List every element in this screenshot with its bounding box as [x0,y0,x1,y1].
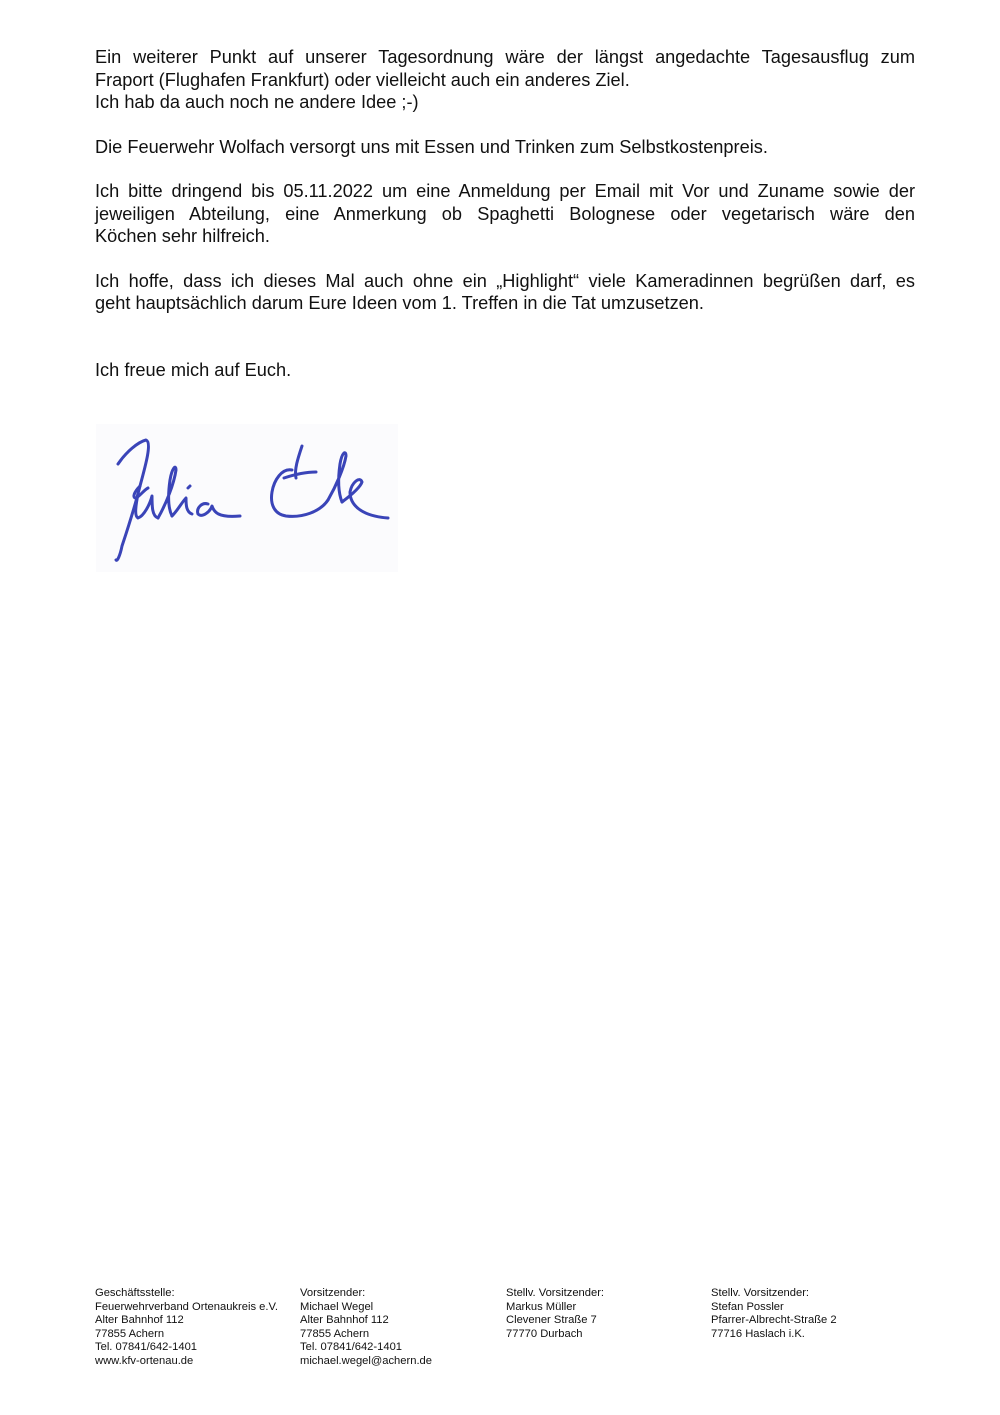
footer-office [95,1287,278,1369]
footer-line: 77855 Achern [95,1327,165,1340]
signature-stroke [172,498,192,516]
footer-line: Pfarrer-Albrecht-Straße 2 [711,1314,837,1327]
footer-line: Feuerwehrverband Ortenaukreis e.V. [95,1300,279,1313]
text-line: Die Feuerwehr Wolfach versorgt uns mit Essen und Trinken zum Selbstkostenpreis. [95,136,768,157]
text-line: Ich bitte dringend bis 05.11.2022 um eine Anmeldung per Email mit Vor und Zuname sowie der [95,181,915,201]
text-line: Ich hoffe, dass ich dieses Mal auch ohne ein „Highlight“ viele Kameradinnen begrüßen darf, es [95,270,915,291]
text-line: Ein weiterer Punkt auf unserer Tagesordnung wäre der längst angedachte Tagesausflug zum [95,47,915,67]
signature-stroke [198,504,240,517]
signature-strokes [116,440,388,560]
footer-heading: Stellv. Vorsitzender: [506,1287,605,1299]
paragraph-hope [95,270,915,315]
signature-stroke [272,470,328,517]
footer-deputy-2 [711,1287,837,1341]
text-line: Fraport (Flughafen Frankfurt) oder vielleicht auch ein anderes Ziel. [95,69,630,90]
footer-line: Markus Müller [506,1300,577,1313]
closing-line [95,359,915,382]
footer-line: Clevener Straße 7 [506,1314,597,1327]
footer-heading: Geschäftsstelle: [95,1287,175,1299]
signature-stroke [342,480,388,518]
signature-stroke [158,467,176,518]
footer-line: Alter Bahnhof 112 [300,1314,389,1327]
paragraph-catering [95,136,915,159]
signature-stroke [284,472,316,478]
footer-line: Alter Bahnhof 112 [95,1314,184,1327]
footer-deputy-1 [506,1287,604,1341]
footer-heading: Stellv. Vorsitzender: [711,1287,810,1299]
footer-email: michael.wegel@achern.de [300,1354,433,1367]
text-line: Ich freue mich auf Euch. [95,359,292,380]
text-line: jeweiligen Abteilung, eine Anmerkung ob Spaghetti Bolognese oder vegetarisch wäre den [95,203,915,224]
footer-line: Stefan Possler [711,1300,784,1313]
footer-website: www.kfv-ortenau.de [95,1354,194,1367]
signature-stroke [116,440,148,560]
text-line: geht hauptsächlich darum Eure Ideen vom 1. Treffen in die Tat umzusetzen. [95,293,704,313]
handwritten-signature [96,424,398,572]
footer-heading: Vorsitzender: [300,1287,366,1299]
footer-line: 77855 Achern [300,1327,370,1340]
footer-line: 77770 Durbach [506,1327,583,1340]
paragraph-day-trip [95,46,915,114]
letter-body [95,46,915,403]
footer-line: 77716 Haslach i.K. [711,1327,805,1340]
paragraph-registration [95,180,915,248]
text-line: Köchen sehr hilfreich. [95,226,270,246]
footer-line: Michael Wegel [300,1300,374,1313]
footer-line: Tel. 07841/642-1401 [95,1341,198,1354]
text-line: Ich hab da auch noch ne andere Idee ;-) [95,92,419,112]
signature-stroke [188,486,190,488]
footer-line: Tel. 07841/642-1401 [300,1341,403,1354]
signature-drawing [96,424,398,572]
signature-stroke [328,453,346,502]
footer-chairman [300,1287,432,1369]
